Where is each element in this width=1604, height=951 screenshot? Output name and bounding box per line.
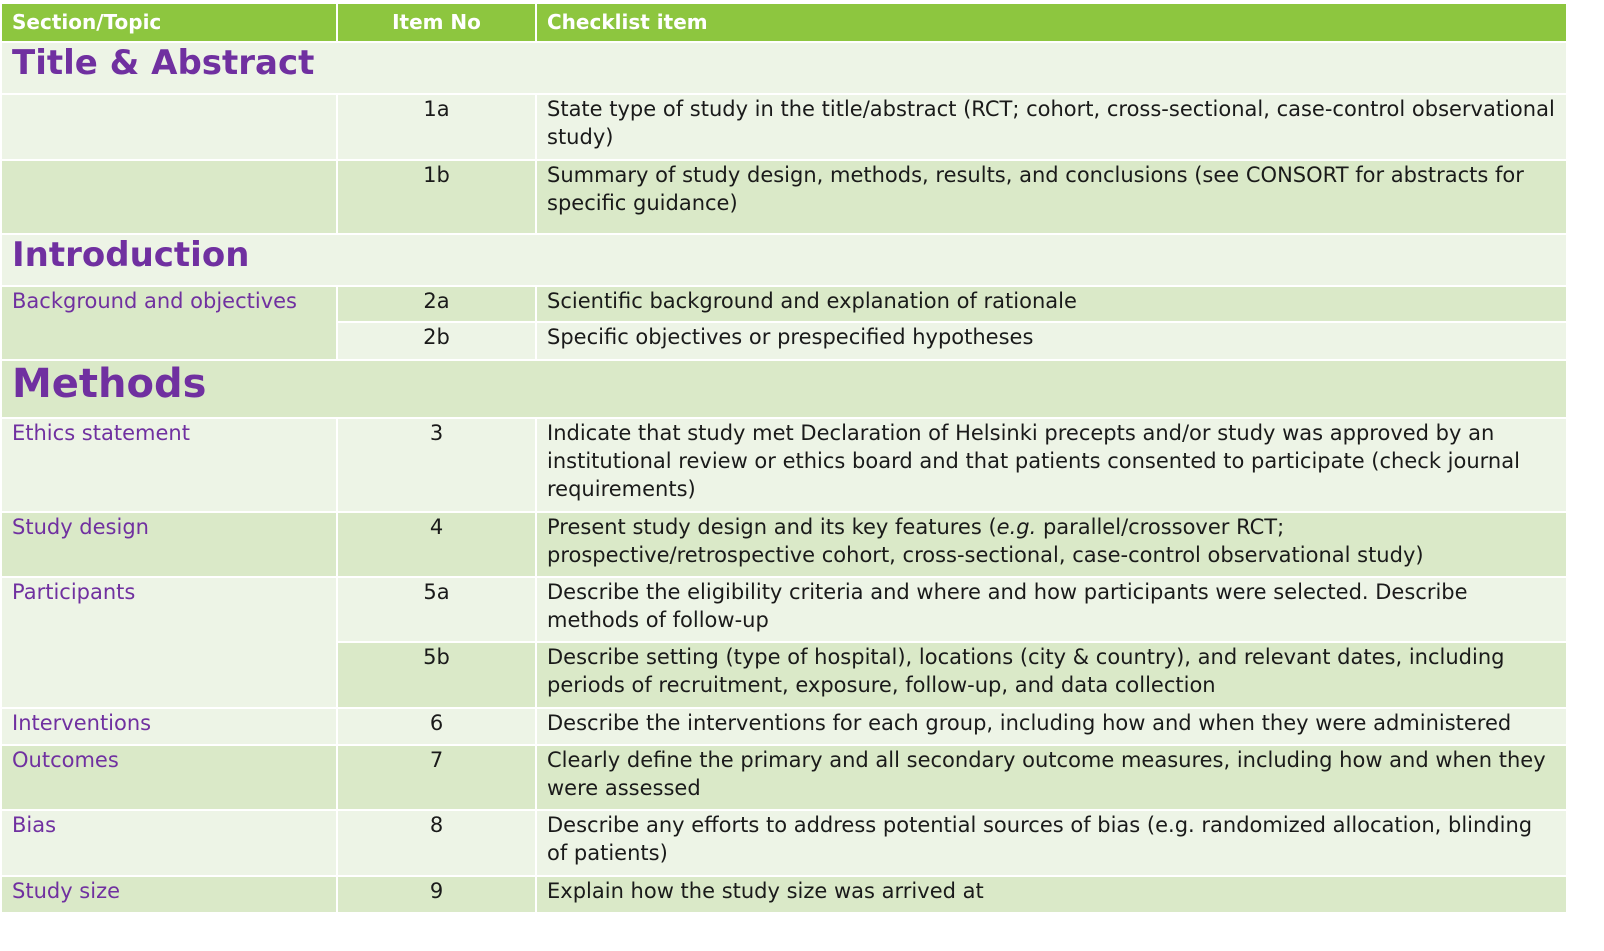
checklist-table [2,4,1566,914]
topic-cell-empty [2,160,337,234]
item-number: 5a [337,577,536,642]
section-row-introduction [2,234,1566,286]
section-row-methods [2,360,1566,418]
section-row-title-abstract [2,42,1566,94]
item-text: Summary of study design, methods, results, and conclusions (see CONSORT for abstracts for specific guidance) [536,160,1566,234]
section-heading: Methods [2,360,1566,418]
section-heading: Title & Abstract [2,42,1566,94]
item-text: Explain how the study size was arrived at [536,876,1566,913]
table-row [2,94,1566,160]
item-text: Indicate that study met Declaration of Helsinki precepts and/or study was approved by an institutional review or ethics board and that patients consented to participate (check journal requirements) [536,418,1566,512]
item-number: 1a [337,94,536,160]
item-text: Describe the eligibility criteria and where and how participants were selected. Describe methods of follow-up [536,577,1566,642]
item-text: Scientific background and explanation of rationale [536,286,1566,322]
topic-cell: Background and objectives [2,286,337,360]
header-item-no: Item No [337,4,536,42]
item-number: 3 [337,418,536,512]
header-section-topic: Section/Topic [2,4,337,42]
item-text [536,512,1566,577]
table-row [2,418,1566,512]
item-number: 1b [337,160,536,234]
item-text: State type of study in the title/abstract (RCT; cohort, cross-sectional, case-control observational study) [536,94,1566,160]
table-row [2,160,1566,234]
section-heading: Introduction [2,234,1566,286]
table-row [2,708,1566,745]
table-row [2,876,1566,913]
header-checklist-item: Checklist item [536,4,1566,42]
item-text-part: parallel/crossover RCT; prospective/retrospective cohort, cross-sectional, case-control observational study) [547,515,1424,567]
table-row [2,745,1566,810]
topic-cell: Study design [2,512,337,577]
table-row [2,810,1566,876]
table-row [2,286,1566,322]
table-row [2,577,1566,642]
topic-cell: Outcomes [2,745,337,810]
topic-cell: Study size [2,876,337,913]
item-number: 9 [337,876,536,913]
topic-cell: Interventions [2,708,337,745]
item-text: Specific objectives or prespecified hypotheses [536,322,1566,360]
item-text: Describe setting (type of hospital), locations (city & country), and relevant dates, including periods of recruitment, exposure, follow-up, and data collection [536,642,1566,708]
item-text: Describe any efforts to address potential sources of bias (e.g. randomized allocation, blinding of patients) [536,810,1566,876]
item-text-part: Present study design and its key features ( [547,515,997,539]
item-number: 8 [337,810,536,876]
table-row [2,512,1566,577]
item-number: 2a [337,286,536,322]
item-text: Clearly define the primary and all secondary outcome measures, including how and when they were assessed [536,745,1566,810]
item-number: 5b [337,642,536,708]
topic-cell: Participants [2,577,337,708]
item-text: Describe the interventions for each group, including how and when they were administered [536,708,1566,745]
header-row [2,4,1566,42]
item-number: 7 [337,745,536,810]
item-text-em: e.g. [996,515,1037,539]
item-number: 6 [337,708,536,745]
item-number: 4 [337,512,536,577]
topic-cell-empty [2,94,337,160]
item-number: 2b [337,322,536,360]
topic-cell: Ethics statement [2,418,337,512]
topic-cell: Bias [2,810,337,876]
